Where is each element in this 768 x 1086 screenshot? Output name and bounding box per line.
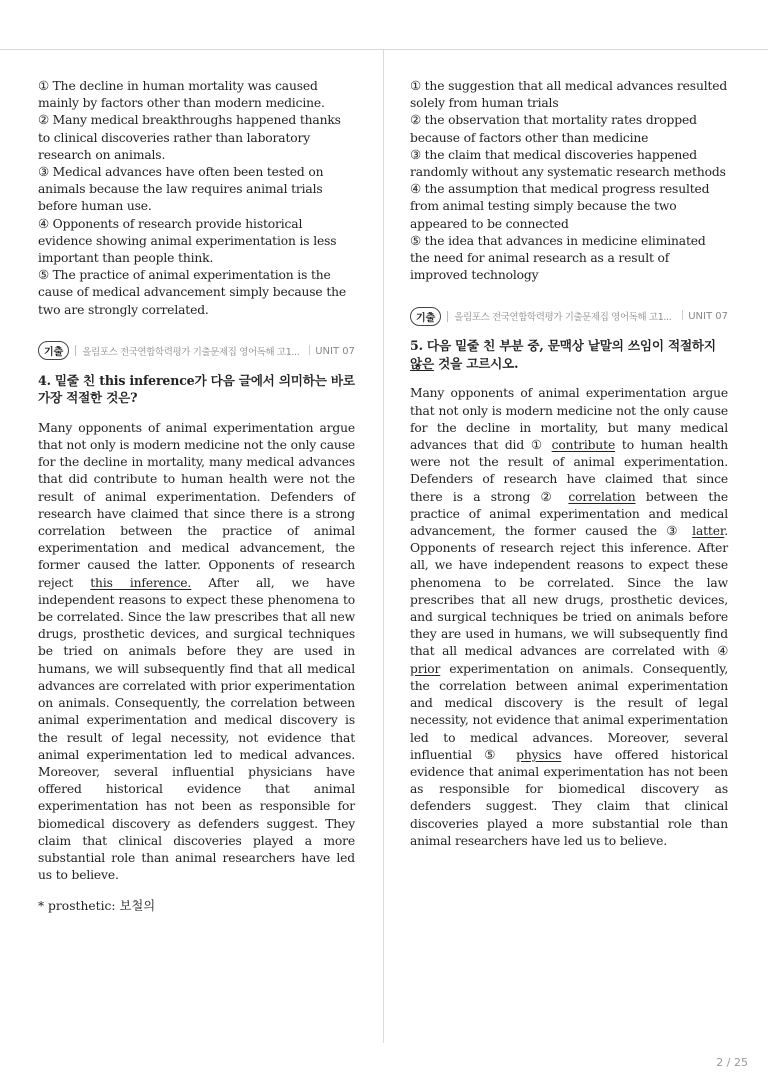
header-rule — [0, 49, 768, 50]
source-badge: 기출 — [410, 307, 441, 326]
underlined-word-5: physics — [516, 747, 562, 762]
column-divider — [383, 50, 384, 1043]
question-4-passage — [38, 420, 355, 884]
passage-text: After all, we have independent reasons to expect these phenomena to be correlated. Since the law prescribes that all new drugs, prosthetic devices, and surgical techniques be tried on animals before they are used in humans, we will subsequently find that all medical advances are correlated with prior experimentation on animals. Consequently, the correlation between animal experimentation and medical discovery is the result of legal necessity, not evidence that animal experimentation led to medical advances. Moreover, several influential physicians have offered historical evidence that animal experimentation has not been as responsible for biomedical discovery as defenders suggest. They claim that clinical discoveries played a more substantial role than animal researchers have led us to believe. — [38, 575, 356, 883]
choice-4: ④ Opponents of research provide historical evidence showing animal experimentation is less important than people think. — [38, 216, 337, 266]
passage-text: to human health were not the result of animal experimentation. Defenders of research have claimed that since there is a strong ② — [410, 438, 728, 504]
unit-label: UNIT 07 — [309, 345, 355, 357]
passage-text: . Opponents of research reject this inference. After all, we have independent reasons to expect these phenomena to be correlated. Since the law prescribes that all new drugs, prosthetic devices, and surgical techniques be tried on animals before they are used in humans, we will subsequently find that all medical advances are correlated with ④ — [410, 524, 728, 659]
choice-5: ⑤ the idea that advances in medicine eliminated the need for animal research as a result of improved technology — [410, 233, 706, 283]
question-5-passage — [410, 385, 728, 849]
answer-choices-q3 — [38, 78, 355, 319]
page-number: 2 / 25 — [716, 1056, 748, 1069]
choice-1: ① The decline in human mortality was caused mainly by factors other than modern medicine. — [38, 79, 325, 111]
passage-text: experimentation on animals. Consequently, the correlation between animal experimentation and medical discovery is the result of legal necessity, not evidence that animal experimentation led to medical advances. Moreover, several influential ⑤ — [410, 661, 728, 762]
underlined-word-1: contribute — [551, 438, 616, 453]
title-underlined: 않은 — [410, 355, 434, 371]
footnote: * prosthetic: 보철의 — [38, 899, 156, 914]
question-5-title — [410, 337, 728, 372]
source-text: 올림포스 전국연합학력평가 기출문제집 영어독해 고1... — [82, 346, 300, 358]
choice-2: ② the observation that mortality rates dropped because of factors other than medicine — [410, 113, 697, 145]
choice-4: ④ the assumption that medical progress resulted from animal testing simply because the two appeared to be connected — [410, 182, 710, 231]
underlined-word-3: latter — [692, 524, 725, 539]
title-text: 것을 고르시오. — [433, 355, 519, 371]
passage-text: Many opponents of animal experimentation argue that not only is modern medicine not the only cause for the decline in mortality, but many medical advances that did ① — [410, 386, 728, 453]
title-text: 5. 다음 밑줄 친 부분 중, 문맥상 낱말의 쓰임이 적절하지 — [410, 338, 716, 354]
passage-text: Many opponents of animal experimentation argue that not only is modern medicine not the only cause for the decline in mortality, many medical advances that did contribute to human health were not the result of animal experimentation. Defenders of research have claimed that since there is a strong correlation between the practice of animal experimentation and medical advancement, the former caused the latter. Opponents of research reject — [38, 420, 355, 590]
choice-5: ⑤ The practice of animal experimentation is the cause of medical advancement simply because the two are strongly correlated. — [38, 268, 347, 317]
passage-text: between the practice of animal experimentation and medical advancement, the former caused the ③ — [410, 489, 729, 539]
source-separator — [447, 311, 448, 322]
source-separator — [75, 345, 76, 356]
left-column — [38, 78, 355, 915]
choice-3: ③ Medical advances have often been tested on animals because the law requires animal trials before human use. — [38, 165, 324, 214]
right-column — [410, 78, 728, 850]
underlined-word-4: prior — [410, 661, 441, 676]
underlined-phrase: this inference. — [90, 575, 192, 590]
question-4-title: 4. 밑줄 친 this inference가 다음 글에서 의미하는 바로 가장 적절한 것은? — [38, 372, 355, 406]
answer-choices-q4 — [410, 78, 728, 284]
choice-2: ② Many medical breakthroughs happened thanks to clinical discoveries rather than laboratory research on animals. — [38, 113, 341, 162]
underlined-word-2: correlation — [568, 489, 636, 504]
source-line — [38, 340, 355, 362]
choice-1: ① the suggestion that all medical advances resulted solely from human trials — [410, 79, 728, 111]
unit-label: UNIT 07 — [682, 310, 728, 322]
source-badge: 기출 — [38, 341, 69, 360]
source-line — [410, 305, 728, 327]
choice-3: ③ the claim that medical discoveries happened randomly without any systematic research methods — [410, 147, 726, 180]
passage-text: have offered historical evidence that animal experimentation has not been as responsible for biomedical discovery as defenders suggest. They claim that clinical discoveries played a more substantial role than animal researchers have led us to believe. — [410, 747, 728, 848]
source-text: 올림포스 전국연합학력평가 기출문제집 영어독해 고1... — [454, 312, 672, 324]
